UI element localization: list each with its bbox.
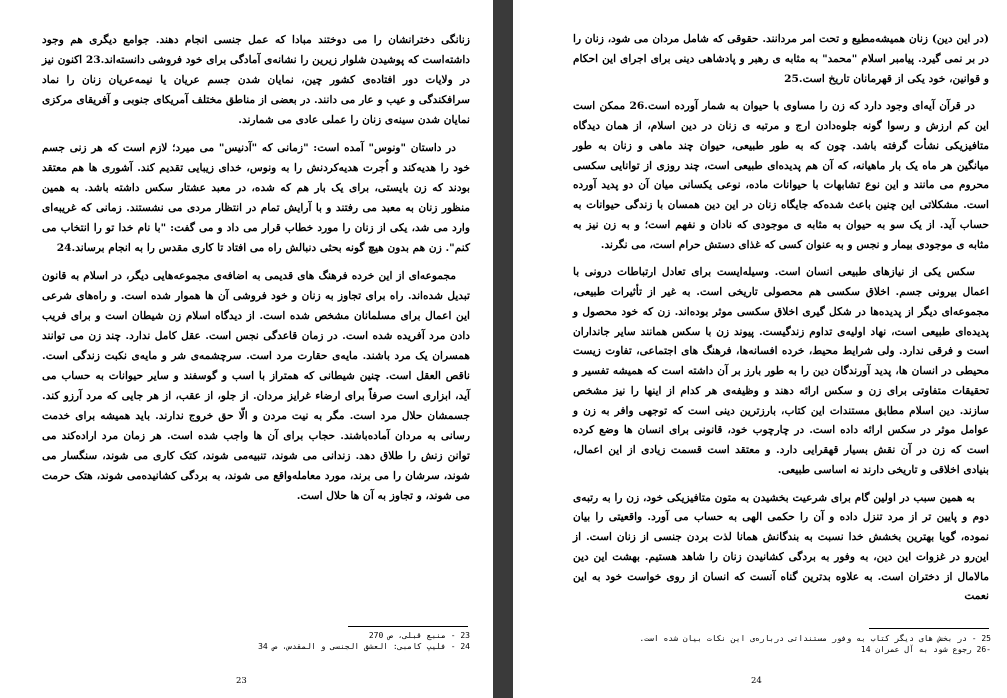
right-paragraph-3: سکس یکی از نیازهای طبیعی انسان است. وسیله‌ایست برای تعادل ارتباطات درونی با اعمال بیرونی جسم. اخلاق سکسی هم محصولی تاریخی است. به غیر از تأثیرات طبیعی، مجموعه‌ای دیگر از پدیده‌ها در شکل گیری اخلاق سکسی موثر بوده‌اند. زن که خود محصول و پدیده‌ای طبیعی است، نهاد اولیه‌ی تداوم زندگیست. پیوند زن با سکس همانند سایر جانداران است و فرقی ندارد. ولی شرایط محیط، خرده افسانه‌ها، فرهنگ های اجتماعی، تفاوت زیست محیطی در انسان ها، پدید آورندگان دین را به طور بارز بر آن داشته است که همیشه تفسیر و تحقیقات متفاوتی برای زن و سکس ارائه دهند و وظیفه‌ی هر کدام از اینها را نیز مشخص سازند. دین اسلام مطابق مستندات این کتاب، بارزترین دینی است که توجهی وافر به زن و عوامل موثر در سکس ارائه داده است. در چارچوب خود، قانونی برای انسان ها وضع کرده است که زن در آن نقش بسیار قهقرایی دارد. و معتقد است قسمت زیادی از این اعمال، بنیادی اخلاقی و تاریخی دارند نه اساسی طبیعی. [573,266,989,476]
left-paragraph-2: در داستان "ونوس" آمده است: "زمانی که "آدنیس" می میرد؛ لازم است که هر زنی جسم خود را هدیه‌کند و اُجرت هدیه‌کردنش را به ونوس، خدای زیبایی تقدیم کند. آشوری ها هم معتقد بودند که زن بایستی، برای یک بار هم که شده، در معبد عشتار سکس داشته باشد. به همین منظور زنان به معبد می رفتند و با آرایش تمام در انتظار مردی می نشستند. زمانی که غریبه‌ای وارد می شد، یکی از زنان را مورد خطاب قرار می داد و می گفت: "با نام خدا تو را انتخاب می کنم". زن هم بدون هیچ گونه بحثی دنبالش راه می افتاد تا کاری مقدس را به انجام برساند.24 [42,142,470,254]
left-page [0,0,493,698]
right-footnotes [553,633,991,655]
right-paragraph-1: (در این دین) زنان همیشه‌مطیع و تحت امر مردانند. حقوقی که شامل مردان می شود، زنان را در بر نمی گیرد. پیامبر اسلام "محمد" به مثابه ی رهبر و پادشاهی دینی برای اجرای این احکام و قوانین، خود یکی از قهرمانان تاریخ است.25 [573,33,989,85]
left-footnote-23: 23 - منبع قبلی، ص 270 [368,631,470,640]
right-footnote-separator [869,628,989,629]
left-page-number: 23 [236,676,247,686]
left-footnote-24: 24 - فلیپ کامبی: العشق الجنسی و المقدس، ص 34 [258,642,470,651]
right-body-text [573,30,989,615]
left-footnote-separator [348,626,468,627]
right-page [513,0,1007,698]
left-paragraph-3: مجموعه‌ای از این خرده فرهنگ های قدیمی به اضافه‌ی مجموعه‌هایی دیگر، در اسلام به قانون تبدیل شده‌اند. راه برای تجاوز به زنان و خود فروشی آن ها هموار شده است. و راه‌های شرعی این اعمال برای مسلمانان مشخص شده است. از دیدگاه اسلام زن شیطان است و برای فریب دادن مرد آفریده شده است. در زمان قاعدگی نجس است. عقل کامل ندارد. چند زن می توانند همسران یک مرد باشند. مایه‌ی حقارت مرد است. سرچشمه‌ی شر و مایه‌ی نکبت زندگی است. ناقص العقل است. چنین شیطانی که همتراز با اسب و گوسفند و سایر حیوانات به حساب می آید، ابزاری است صرفاً برای ارضاء غرایز مردان. از جلو، از عقب، از هر جایی که مرد آرزو کند. جسمشان حلال مرد است. مگر به نیت مردن و الّا حق خروج ندارند. باید همیشه برای خدمت رسانی به مردان آماده‌باشند. حجاب برای آن ها واجب شده است. هر زمان مرد اراده‌کند می توانن زنش را طلاق دهد. زندانی می شوند، تنبیه‌می شوند، کتک کاری می شوند، سنگسار می شوند، سرشان را می برند، مورد معامله‌واقع می شوند، به بردگی کشانیده‌می شوند، هتک حرمت می شوند، و تجاوز به آن ها حلال است. [42,270,470,502]
right-footnote-26: -26 رجوع شود به آل عمران 14 [860,645,991,654]
right-paragraph-4: به همین سبب در اولین گام برای شرعیت بخشیدن به متون متافیزیکی خود، زن را به رتبه‌ی دوم و پایین تر از مرد تنزل داده و آن را حکمی الهی به حساب می آورد. واقعیتی را بیان نموده، گویا بهترین بخشش خدا نسبت به بندگانش همانا لذت بردن جنسی از زنان است. از این‌رو در غزوات این دین، به وفور به بردگی کشانیدن زنان را شاهد هستیم. بهشت این دین مالامال از دختران است. به علاوه بدترین گناه آنست که انسان از روی خواست خود به این نعمت [573,491,989,603]
book-gutter [493,0,513,698]
left-footnotes [150,630,470,652]
left-paragraph-1: زنانگی دخترانشان را می دوختند مبادا که عمل جنسی انجام دهند. جوامع دیگری هم وجود داشته‌است که پوشیدن شلوار زیرین را نشانه‌ی آمادگی برای خود فروشی دانسته‌اند.23 اکنون نیز در ولایات دور افتاده‌ی کشور چین، نمایان شدن جسم عریان یا نیمه‌عریان زنان را نماد سرافکندگی و عیب و عار می دانند. در بعضی از مناطق مختلف آمریکای جنوبی و آفریقای مرکزی نمایان شدن سینه‌ی زنان را عملی عادی می شمارند. [42,34,470,126]
right-footnote-25: 25 - در بخش های دیگر کتاب به وفور مستنداتی درباره‌ی این نکات بیان شده است. [639,634,991,643]
right-paragraph-2: در قرآن آیه‌ای وجود دارد که زن را مساوی با حیوان به شمار آورده است.26 ممکن است این کم ارزش و رسوا گونه جلوه‌دادن ارج و مرتبه ی زنان در دین اسلام، از همان دیدگاه متافیزیکی نشأت گرفته باشد. چون که به طور طبیعی، حیوان چند ماهی و زنان به طور میانگین هر ماه یک بار ماهیانه، که آن هم پدیده‌ای طبیعی است، چند روزی از توانایی سکسی محروم می مانند و این نوع تشابهات با حیوانات ماده، نوعی یکسانی میان آن دو پدید آورده است. مشکلاتی این چنین باعث شده‌که جایگاه زنان در این دین همسان با زندگی حیوانات به حساب آید. از یک سو به حیوان به مثابه ی موجودی که نادان و نفهم است؛ و به زن نیز به مثابه ی موجودی بیمار و نجس و به عنوان کسی که غذای دستش حرام است، می نگرند. [573,100,989,251]
right-page-number: 24 [751,676,762,686]
left-body-text [42,30,470,514]
